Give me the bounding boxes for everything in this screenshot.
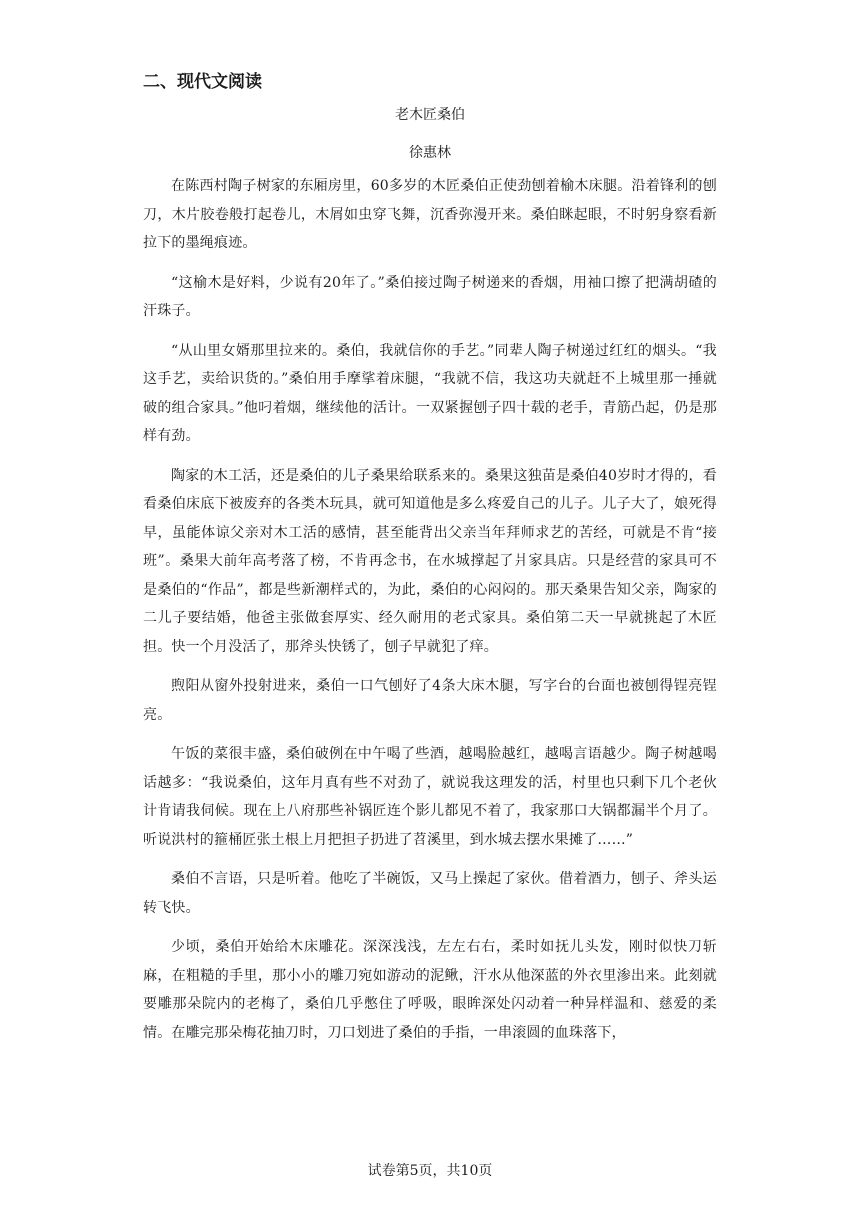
paragraph: 在陈西村陶子树家的东厢房里，60多岁的木匠桑伯正使劲刨着榆木床腿。沿着锋利的刨刀，木片胶卷般打起卷儿，木屑如虫穿飞舞，沉香弥漫开来。桑伯眯起眼，不时躬身察看新拉下的墨绳痕迹。 — [143, 178, 717, 251]
article-title: 老木匠桑伯 — [395, 107, 465, 123]
article-body — [143, 172, 717, 1058]
article-author: 徐惠林 — [409, 145, 451, 161]
paragraph: 午饭的菜很丰盛，桑伯破例在中午喝了些酒，越喝脸越红，越喝言语越少。陶子树越喝话越多：“我说桑伯，这年月真有些不对劲了，就说我这理发的活，村里也只剩下几个老伙计肯请我伺候。现在上八府那些补锅匠连个影儿都见不着了，我家那口大锅都漏半个月了。听说洪村的箍桶匠张土根上月把担子扔进了苕溪里，到水城去摆水果摊了……” — [143, 746, 717, 848]
paragraph: 桑伯不言语，只是听着。他吃了半碗饭，又马上操起了家伙。借着酒力，刨子、斧头运转飞快。 — [143, 871, 717, 916]
paragraph: “从山里女婿那里拉来的。桑伯，我就信你的手艺。”同辈人陶子树递过红红的烟头。“我这手艺，卖给识货的。”桑伯用手摩挲着床腿，“我就不信，我这功夫就赶不上城里那一捶就破的组合家具。”他叼着烟，继续他的活计。一双紧握刨子四十载的老手，青筋凸起，仍是那样有劲。 — [143, 342, 717, 444]
section-heading: 二、现代文阅读 — [143, 72, 262, 92]
page-footer: 试卷第5页，共10页 — [367, 1163, 493, 1179]
paragraph: 煦阳从窗外投射进来，桑伯一口气刨好了4条大床木腿，写字台的台面也被刨得锃亮锃亮。 — [143, 678, 717, 723]
paragraph: 陶家的木工活，还是桑伯的儿子桑果给联系来的。桑果这独苗是桑伯40岁时才得的，看看桑伯床底下被废弃的各类木玩具，就可知道他是多么疼爱自己的儿子。儿子大了，娘死得早，虽能体谅父亲对木工活的感情，甚至能背出父亲当年拜师求艺的苦经，可就是不肯“接班”。桑果大前年高考落了榜，不肯再念书，在水城撑起了爿家具店。只是经营的家具可不是桑伯的“作品”，都是些新潮样式的，为此，桑伯的心闷闷的。那天桑果告知父亲，陶家的二儿子要结婚，他爸主张做套厚实、经久耐用的老式家具。桑伯第二天一早就挑起了木匠担。快一个月没活了，那斧头快锈了，刨子早就犯了痒。 — [143, 467, 717, 655]
paragraph: 少顷，桑伯开始给木床雕花。深深浅浅，左左右右，柔时如抚儿头发，刚时似快刀斩麻，在粗糙的手里，那小小的雕刀宛如游动的泥鳅，汗水从他深蓝的外衣里渗出来。此刻就要雕那朵院内的老梅了，桑伯几乎憋住了呼吸，眼眸深处闪动着一种异样温和、慈爱的柔情。在雕完那朵梅花抽刀时，刀口划进了桑伯的手指，一串滚圆的血珠落下， — [143, 939, 717, 1041]
paragraph: “这榆木是好料，少说有20年了。”桑伯接过陶子树递来的香烟，用袖口擦了把满胡碴的汗珠子。 — [143, 274, 717, 319]
